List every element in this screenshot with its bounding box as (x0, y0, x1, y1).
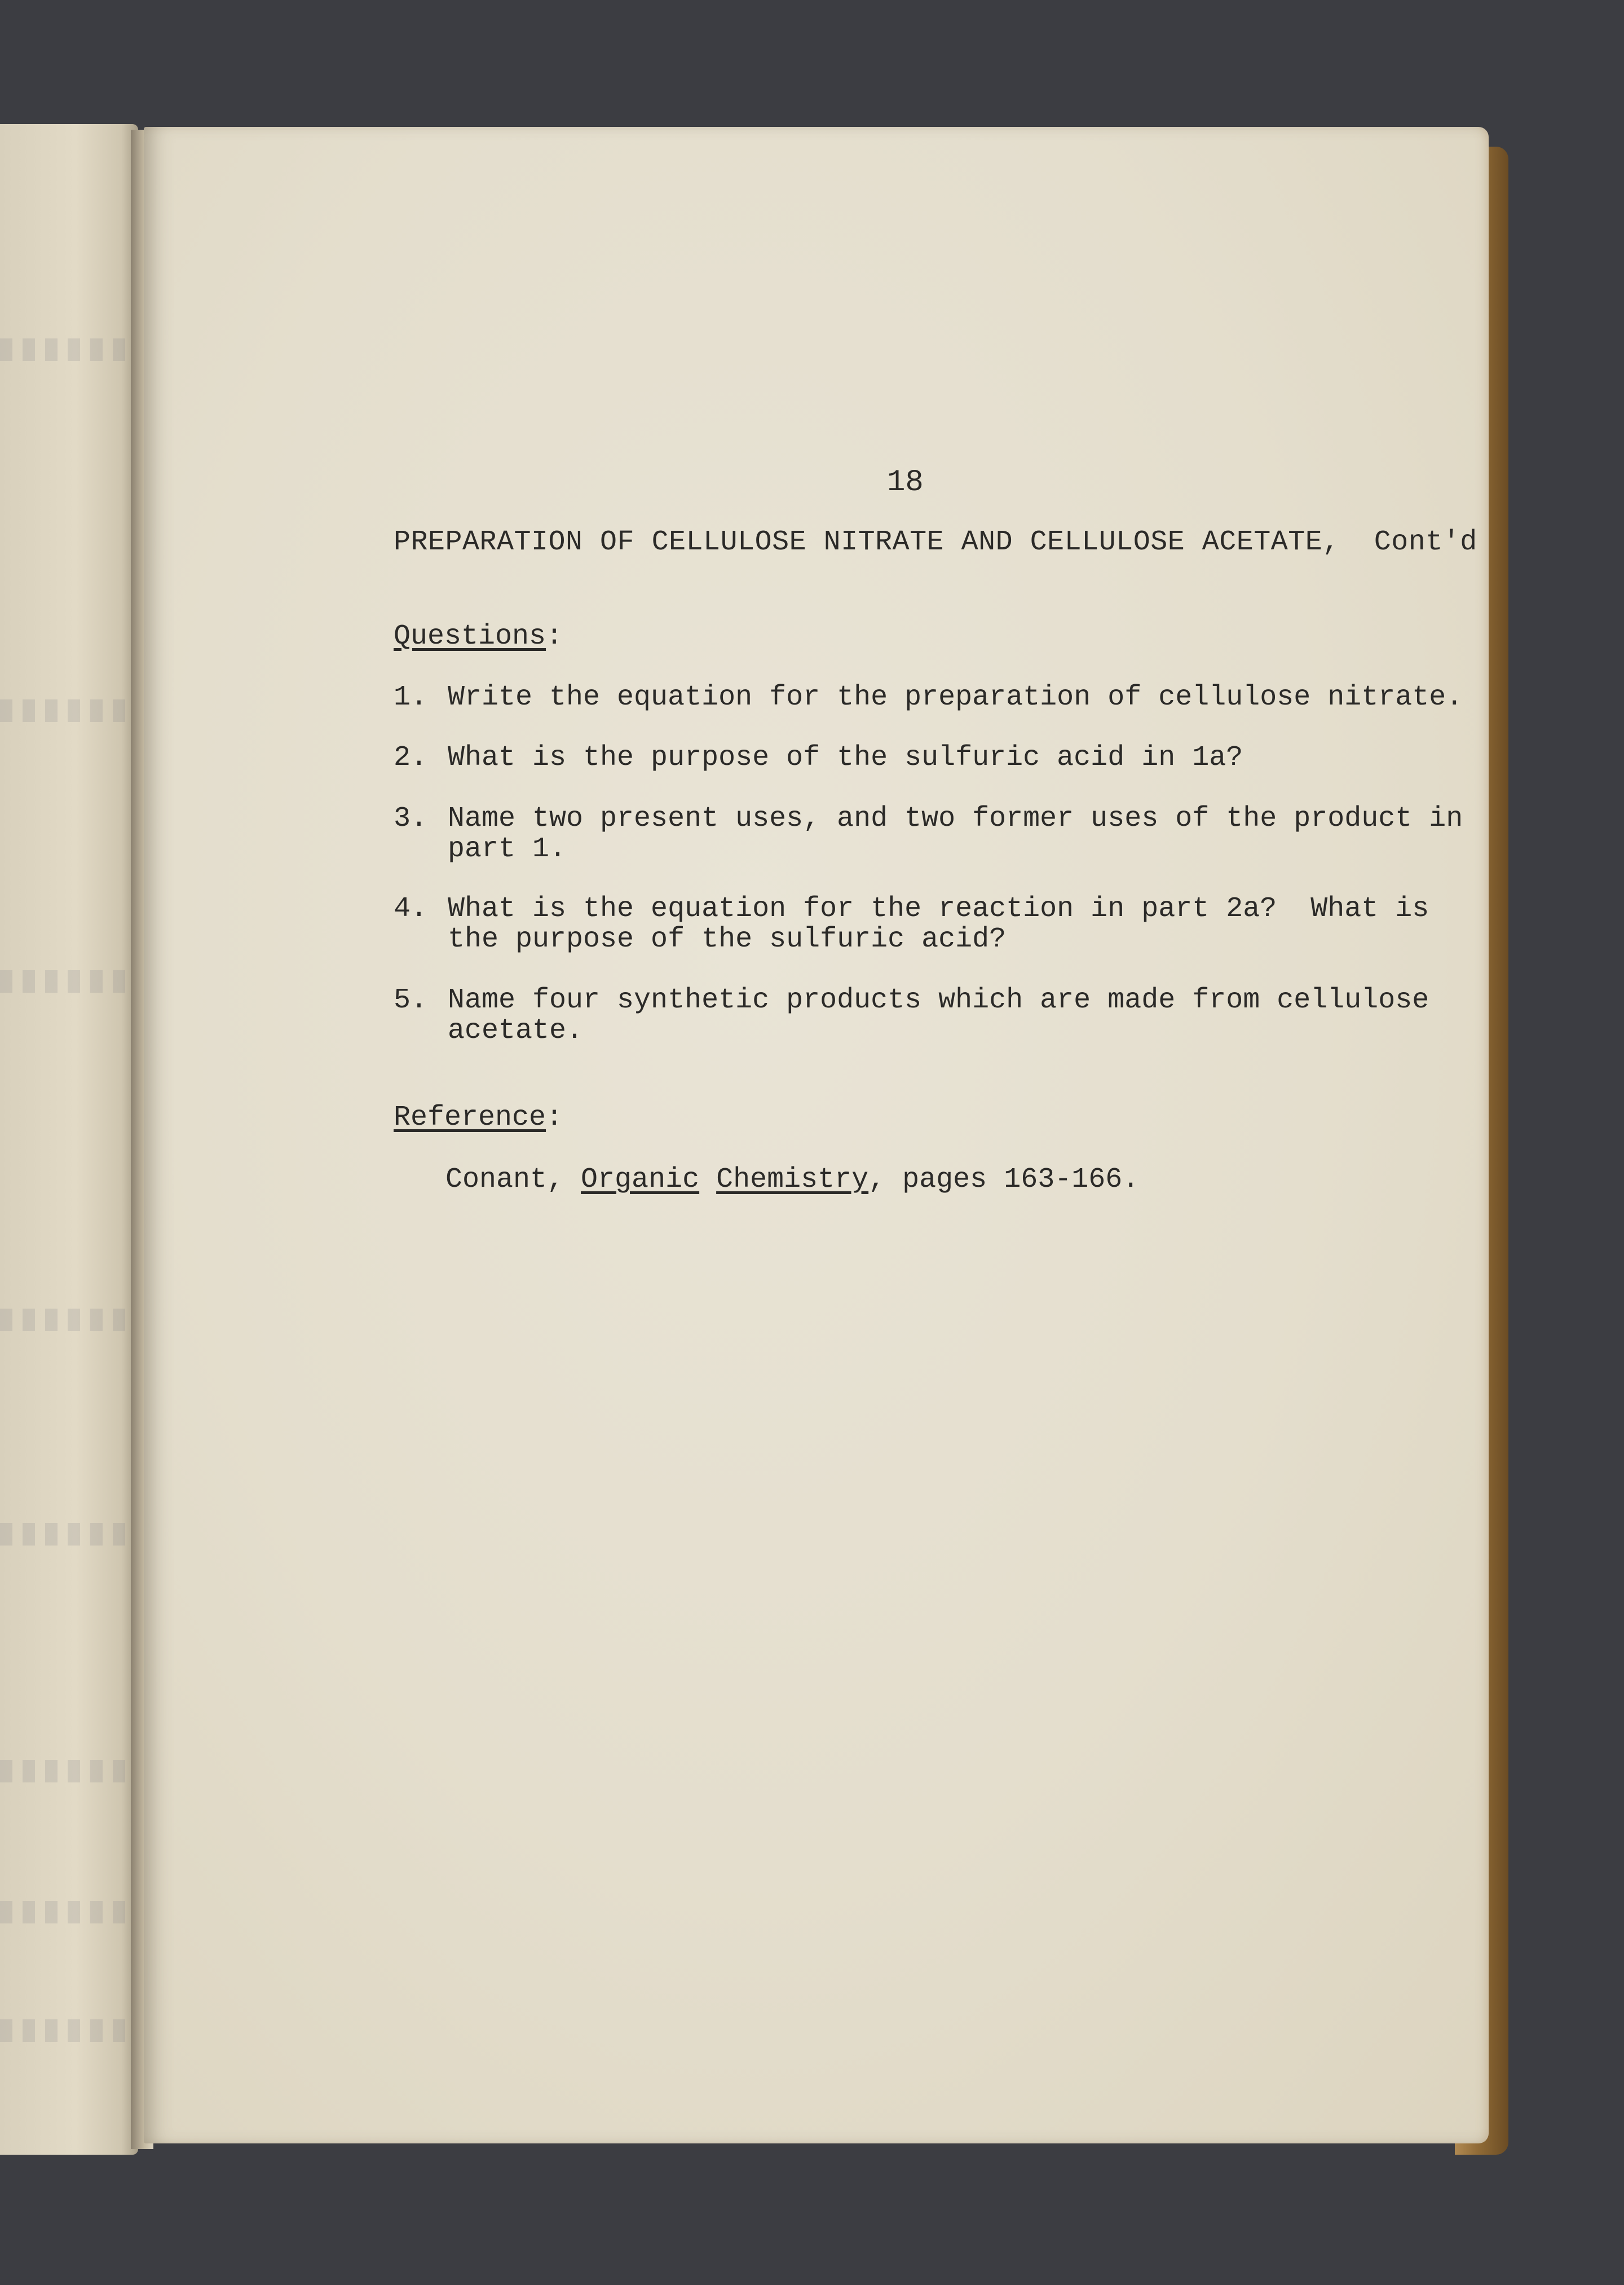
question-number: 1. (394, 681, 428, 714)
question-number: 5. (394, 984, 428, 1016)
question-number: 4. (394, 893, 428, 925)
page-title: PREPARATION OF CELLULOSE NITRATE AND CELLULOSE ACETATE, Cont'd (394, 526, 1477, 558)
reference-title-part1: Organic (581, 1164, 700, 1196)
reference-title-part2: Chemistry (716, 1164, 869, 1196)
question-text: Name two present uses, and two former uses of the product in (448, 803, 1463, 835)
question-4 (394, 894, 1555, 955)
question-2 (394, 743, 1555, 773)
reference-heading: Reference: (394, 1102, 563, 1134)
page-number: 18 (887, 465, 924, 500)
questions-heading-text: Questions (394, 620, 546, 653)
facing-page-edge (0, 124, 138, 2155)
question-3 (394, 804, 1555, 865)
question-1 (394, 683, 1555, 713)
reference-pages: , pages 163-166. (868, 1164, 1140, 1196)
question-text: Write the equation for the preparation of cellulose nitrate. (448, 681, 1463, 714)
question-text: What is the purpose of the sulfuric acid in 1a? (448, 742, 1243, 774)
question-number: 3. (394, 803, 428, 835)
reference-author: Conant, (445, 1164, 581, 1196)
document-page (144, 127, 1489, 2143)
question-5 (394, 985, 1555, 1046)
reference-heading-text: Reference (394, 1102, 546, 1134)
reference-citation (445, 1164, 1139, 1196)
questions-heading: Questions: (394, 620, 563, 653)
question-text: What is the equation for the reaction in part 2a? What is (448, 893, 1429, 925)
question-number: 2. (394, 742, 428, 774)
question-text-continued: the purpose of the sulfuric acid? (448, 923, 1007, 956)
question-text-continued: part 1. (448, 833, 567, 865)
question-text: Name four synthetic products which are made from cellulose (448, 984, 1429, 1016)
question-text-continued: acetate. (448, 1015, 584, 1047)
